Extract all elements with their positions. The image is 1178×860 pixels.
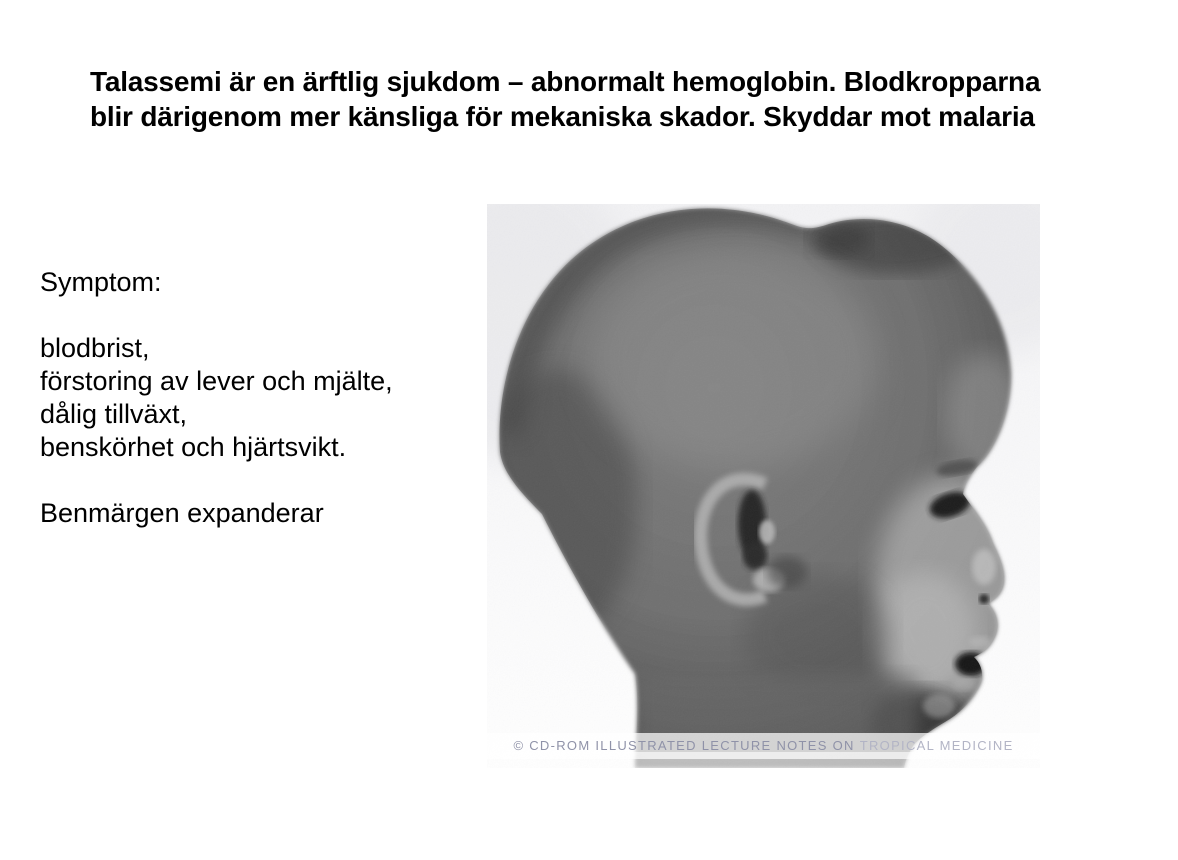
- symptoms-heading: Symptom:: [40, 267, 162, 297]
- child-head-profile-illustration: [487, 204, 1040, 768]
- symptoms-block: [40, 266, 500, 530]
- blank-line: [40, 464, 500, 497]
- slide-title: [90, 64, 1150, 134]
- symptom-item: dålig tillväxt,: [40, 399, 188, 429]
- photo-caption-publisher: TROPICAL MEDICINE: [859, 738, 1014, 753]
- title-line-1: Talassemi är en ärftlig sjukdom – abnormalt hemoglobin. Blodkropparna: [90, 66, 1041, 97]
- symptom-item: benskörhet och hjärtsvikt.: [40, 432, 347, 462]
- symptom-item: blodbrist,: [40, 333, 150, 363]
- bone-marrow-note: Benmärgen expanderar: [40, 498, 324, 528]
- blank-line: [40, 299, 500, 332]
- photo-caption-strip: [487, 733, 1040, 759]
- symptom-item: förstoring av lever och mjälte,: [40, 366, 393, 396]
- thalassemia-child-photo: [487, 204, 1040, 768]
- title-line-2: blir därigenom mer känsliga för mekaniska skador. Skyddar mot malaria: [90, 101, 1035, 132]
- photo-caption-text: © CD-ROM ILLUSTRATED LECTURE NOTES ON: [513, 738, 855, 753]
